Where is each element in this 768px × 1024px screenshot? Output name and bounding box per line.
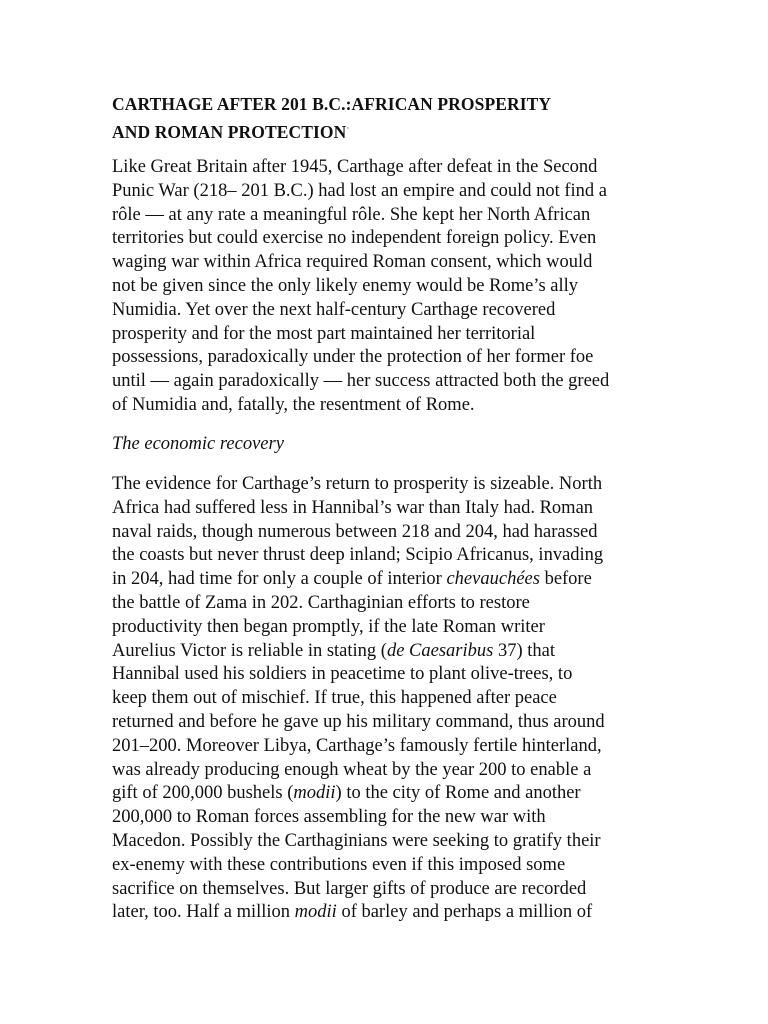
paragraph-1-line: waging war within Africa required Roman consent, which would: [112, 252, 593, 273]
paragraph-1-line: Numidia. Yet over the next half-century Carthage recovered: [112, 299, 556, 320]
paragraph-2-line: 201–200. Moreover Libya, Carthage’s famously fertile hinterland,: [112, 735, 602, 756]
paragraph-2-line: [112, 901, 672, 925]
line-text: 37) that: [493, 640, 555, 661]
italic-term: chevauchées: [446, 569, 540, 590]
paragraph-2-line: productivity then began promptly, if the late Roman writer: [112, 616, 545, 637]
italic-term: modii: [293, 783, 336, 804]
paragraph-2-line: Hannibal used his soldiers in peacetime to plant olive-trees, to: [112, 664, 573, 685]
paragraph-2-line: keep them out of mischief. If true, this happened after peace: [112, 688, 557, 709]
paragraph-2-line: 200,000 to Roman forces assembling for the new war with: [112, 807, 546, 828]
paragraph-1-line: territories but could exercise no independent foreign policy. Even: [112, 228, 597, 249]
paragraph-1-line: possessions, paradoxically under the protection of her former foe: [112, 347, 594, 368]
paragraph-2-line: naval raids, though numerous between 218 and 204, had harassed: [112, 521, 598, 542]
section-heading: The economic recovery: [112, 434, 284, 454]
paragraph-2-line: was already producing enough wheat by the year 200 to enable a: [112, 759, 592, 780]
paragraph-1-line: not be given since the only likely enemy would be Rome’s ally: [112, 275, 579, 296]
line-text: in 204, had time for only a couple of interior: [112, 569, 447, 590]
paragraph-1-line: Like Great Britain after 1945, Carthage after defeat in the Second: [112, 157, 598, 177]
footnote-mark: ·: [346, 123, 350, 133]
paragraph-2-line: the battle of Zama in 202. Carthaginian efforts to restore: [112, 592, 530, 613]
paragraph-1-line: rôle — at any rate a meaningful rôle. She kept her North African: [112, 204, 591, 225]
paragraph-2-line: [112, 568, 672, 592]
paragraph-1-line: until — again paradoxically — her success attracted both the greed: [112, 371, 610, 392]
paragraph-1-line: prosperity and for the most part maintained her territorial: [112, 323, 536, 344]
line-text: gift of 200,000 bushels (: [112, 783, 294, 804]
paragraph-2-line: the coasts but never thrust deep inland; Scipio Africanus, invading: [112, 545, 604, 566]
paragraph-1-line: of Numidia and, fatally, the resentment of Rome.: [112, 394, 475, 415]
paragraph-2: [112, 473, 672, 925]
paragraph-2-line: The evidence for Carthage’s return to prosperity is sizeable. North: [112, 474, 603, 494]
paragraph-2-line: Macedon. Possibly the Carthaginians were seeking to gratify their: [112, 830, 601, 851]
paragraph-1: [112, 156, 672, 418]
line-text: before: [539, 569, 592, 590]
line-text: of barley and perhaps a million of: [336, 902, 593, 923]
italic-term: modii: [294, 902, 337, 923]
italic-citation: de Caesaribus: [386, 640, 494, 661]
chapter-title-line-2: [112, 116, 672, 144]
paragraph-2-line: [112, 640, 672, 664]
paragraph-2-line: sacrifice on themselves. But larger gifts of produce are recorded: [112, 878, 587, 899]
paragraph-2-line: Africa had suffered less in Hannibal’s war than Italy had. Roman: [112, 497, 594, 518]
chapter-title: [112, 92, 672, 144]
paragraph-2-line: [112, 782, 672, 806]
chapter-title-line-2-text: AND ROMAN PROTECTION: [112, 121, 347, 142]
paragraph-2-line: returned and before he gave up his military command, thus around: [112, 711, 605, 732]
line-text: Aurelius Victor is reliable in stating (: [112, 640, 387, 661]
line-text: ) to the city of Rome and another: [335, 783, 581, 804]
paragraph-2-line: ex-enemy with these contributions even if this imposed some: [112, 854, 566, 875]
line-text: later, too. Half a million: [112, 902, 295, 923]
chapter-title-line-1: CARTHAGE AFTER 201 B.C.:AFRICAN PROSPERITY: [112, 94, 552, 114]
paragraph-1-line: Punic War (218– 201 B.C.) had lost an empire and could not find a: [112, 180, 608, 201]
